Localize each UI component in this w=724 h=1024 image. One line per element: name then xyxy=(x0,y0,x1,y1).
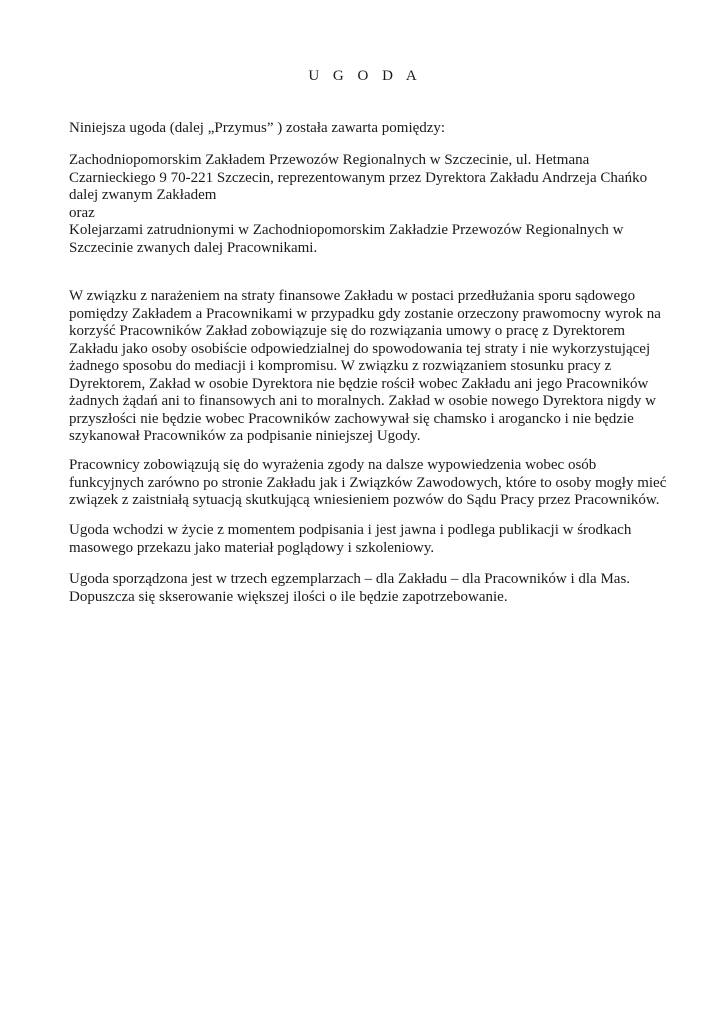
text-line: związek z zaistniałą sytuacją skutkującą wniesieniem pozwów do Sądu Pracy przez Pracowników. xyxy=(69,492,660,508)
intro-paragraph xyxy=(69,120,659,138)
text-line: funkcyjnych zarówno po stronie Zakładu jak i Związków Zawodowych, które to osoby mogły mieć xyxy=(69,474,667,491)
copies-paragraph xyxy=(69,571,659,606)
main-paragraph xyxy=(69,288,659,446)
text-line: masowego przekazu jako materiał poglądowy i szkoleniowy. xyxy=(69,539,435,556)
text-line: Kolejarzami zatrudnionymi w Zachodniopomorskim Zakładzie Przewozów Regionalnych w xyxy=(69,222,624,238)
document-title: U G O D A xyxy=(308,68,422,84)
text-line: dalej zwanym Zakładem xyxy=(69,187,217,203)
text-line: korzyść Pracowników Zakład zobowiązuje się do rozwiązania umowy o pracę z Dyrektorem xyxy=(69,323,626,339)
text-line: Niniejsza ugoda (dalej „Przymus” ) została zawarta pomiędzy: xyxy=(69,120,446,136)
entry-into-force-paragraph xyxy=(69,522,659,557)
text-line: Pracownicy zobowiązują się do wyrażenia zgody na dalsze wypowiedzenia wobec osób xyxy=(69,457,597,473)
workers-paragraph xyxy=(69,457,667,510)
text-line: Szczecinie zwanych dalej Pracownikami. xyxy=(69,239,318,256)
text-line: Dyrektorem, Zakład w osobie Dyrektora nie będzie rościł wobec Zakładu ani jego Pracowników xyxy=(69,375,649,392)
text-line: szykanował Pracowników za podpisanie niniejszej Ugody. xyxy=(69,428,421,444)
text-line: oraz xyxy=(69,204,95,221)
text-line: Dopuszcza się skserowanie większej ilości o ile będzie zapotrzebowanie. xyxy=(69,588,508,605)
text-line: W związku z narażeniem na straty finansowe Zakładu w postaci przedłużania sporu sądowego xyxy=(69,288,636,304)
text-line: Zakładu jako osoby osobiście odpowiedzialnej do spowodowania tej straty i nie wykorzystującej xyxy=(69,340,651,357)
text-line: pomiędzy Zakładem a Pracownikami w przypadku gdy zostanie orzeczony prawomocny wyrok na xyxy=(69,305,661,322)
text-line: żadnego sposobu do mediacji i kompromisu. W związku z rozwiązaniem stosunku pracy z xyxy=(69,358,612,374)
text-line: Czarnieckiego 9 70-221 Szczecin, reprezentowanym przez Dyrektora Zakładu Andrzeja Chańko xyxy=(69,169,648,186)
text-line: Ugoda sporządzona jest w trzech egzemplarzach – dla Zakładu – dla Pracowników i dla Mas. xyxy=(69,571,631,587)
text-line: Zachodniopomorskim Zakładem Przewozów Regionalnych w Szczecinie, ul. Hetmana xyxy=(69,152,590,168)
parties-paragraph xyxy=(69,152,659,257)
text-line: przyszłości nie będzie wobec Pracowników zachowywał się chamsko i arogancko i nie będzie xyxy=(69,410,634,427)
text-line: Ugoda wchodzi w życie z momentem podpisania i jest jawna i podlega publikacji w środkach xyxy=(69,522,632,538)
text-line: żadnych żądań ani to finansowych ani to moralnych. Zakład w osobie nowego Dyrektora nigdy w xyxy=(69,393,656,409)
